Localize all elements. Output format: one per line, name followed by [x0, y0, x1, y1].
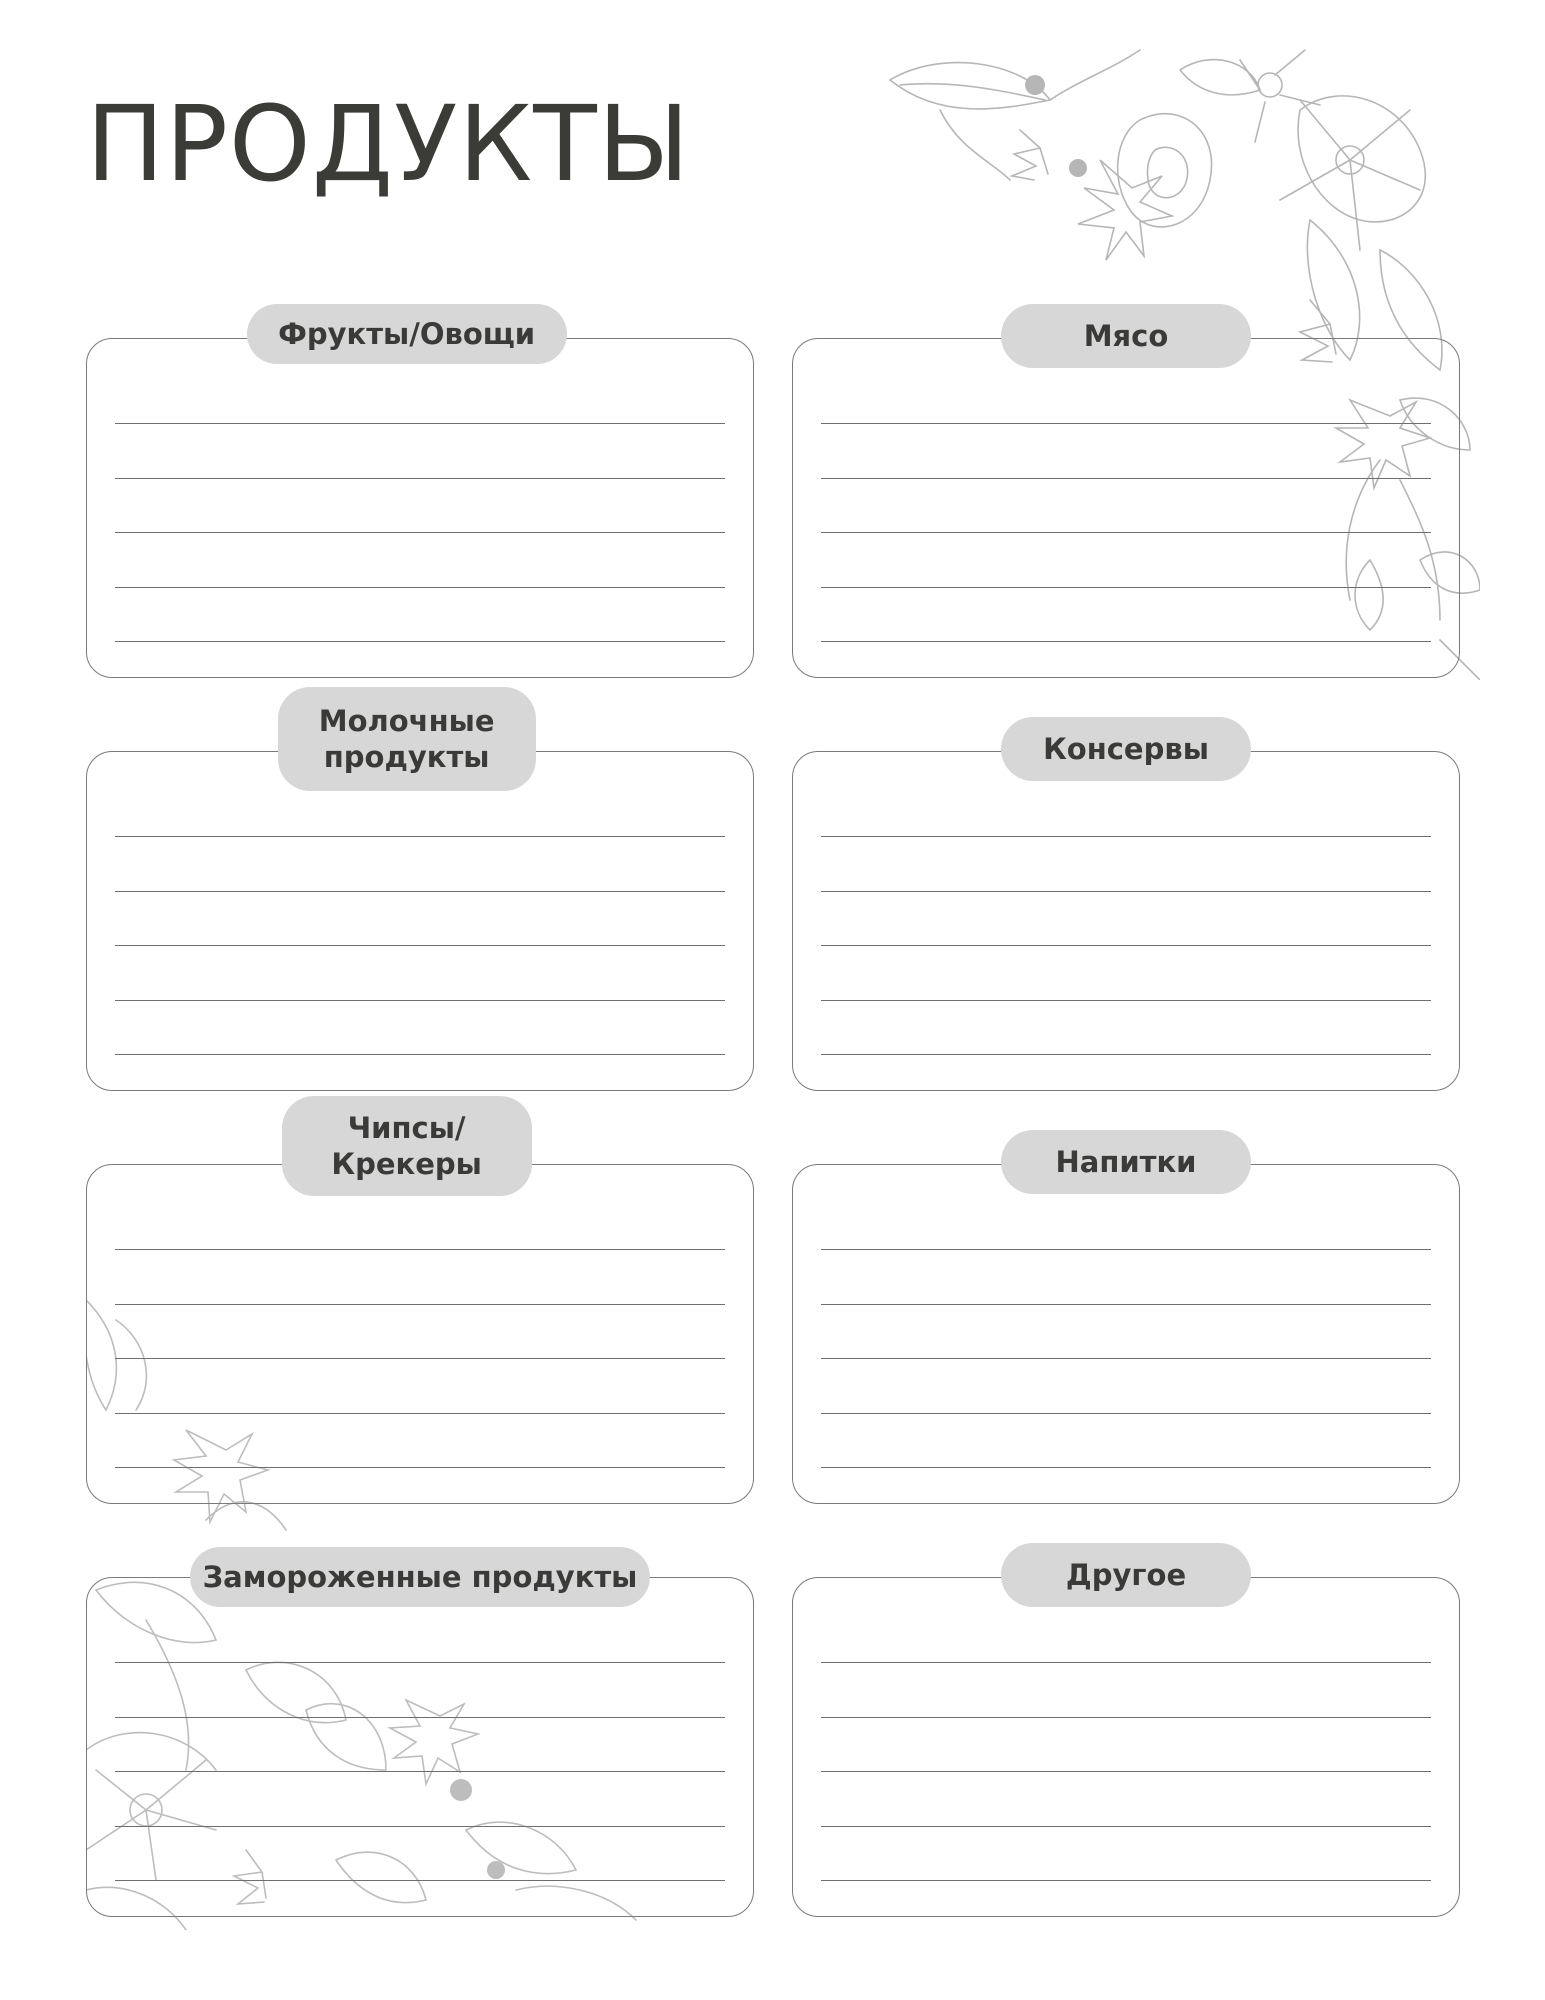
- writing-line[interactable]: [115, 1826, 725, 1827]
- writing-lines: [115, 1165, 725, 1503]
- section-label: Фрукты/Овощи: [247, 304, 567, 364]
- writing-line[interactable]: [821, 945, 1431, 946]
- writing-line[interactable]: [821, 1304, 1431, 1305]
- writing-line[interactable]: [821, 1771, 1431, 1772]
- writing-line[interactable]: [115, 1249, 725, 1250]
- section-box: [86, 1577, 754, 1917]
- section-label: Другое: [1001, 1543, 1251, 1607]
- writing-line[interactable]: [821, 1826, 1431, 1827]
- section-label: Замороженные продукты: [190, 1547, 650, 1607]
- writing-line[interactable]: [821, 478, 1431, 479]
- section-box: [86, 338, 754, 678]
- writing-line[interactable]: [115, 478, 725, 479]
- section-box: [86, 1164, 754, 1504]
- writing-lines: [821, 1165, 1431, 1503]
- section-label: Напитки: [1001, 1130, 1251, 1194]
- writing-line[interactable]: [821, 1413, 1431, 1414]
- writing-line[interactable]: [115, 1358, 725, 1359]
- writing-lines: [821, 1578, 1431, 1916]
- writing-line[interactable]: [115, 641, 725, 642]
- writing-line[interactable]: [115, 1662, 725, 1663]
- writing-line[interactable]: [821, 1717, 1431, 1718]
- writing-line[interactable]: [115, 1771, 725, 1772]
- writing-line[interactable]: [821, 1467, 1431, 1468]
- writing-line[interactable]: [821, 1880, 1431, 1881]
- writing-line[interactable]: [821, 532, 1431, 533]
- section-box: [792, 338, 1460, 678]
- section-box: [792, 1577, 1460, 1917]
- writing-line[interactable]: [115, 587, 725, 588]
- writing-line[interactable]: [821, 836, 1431, 837]
- section-box: [792, 1164, 1460, 1504]
- page-title: ПРОДУКТЫ: [86, 83, 691, 205]
- section-label: Чипсы/ Крекеры: [282, 1096, 532, 1196]
- writing-line[interactable]: [821, 423, 1431, 424]
- writing-line[interactable]: [115, 891, 725, 892]
- writing-line[interactable]: [115, 1000, 725, 1001]
- writing-line[interactable]: [115, 836, 725, 837]
- writing-line[interactable]: [115, 1304, 725, 1305]
- writing-line[interactable]: [115, 945, 725, 946]
- writing-lines: [821, 339, 1431, 677]
- section-label: Мясо: [1001, 304, 1251, 368]
- writing-lines: [115, 339, 725, 677]
- writing-line[interactable]: [821, 1249, 1431, 1250]
- writing-line[interactable]: [821, 1358, 1431, 1359]
- writing-line[interactable]: [115, 1054, 725, 1055]
- writing-line[interactable]: [821, 891, 1431, 892]
- writing-line[interactable]: [115, 1880, 725, 1881]
- writing-lines: [115, 1578, 725, 1916]
- writing-line[interactable]: [115, 1413, 725, 1414]
- section-label: Консервы: [1001, 717, 1251, 781]
- writing-line[interactable]: [115, 423, 725, 424]
- writing-line[interactable]: [821, 587, 1431, 588]
- writing-line[interactable]: [115, 532, 725, 533]
- section-label: Молочные продукты: [278, 687, 536, 791]
- section-box: [792, 751, 1460, 1091]
- writing-line[interactable]: [821, 1054, 1431, 1055]
- writing-line[interactable]: [821, 641, 1431, 642]
- writing-line[interactable]: [115, 1467, 725, 1468]
- writing-line[interactable]: [115, 1717, 725, 1718]
- writing-line[interactable]: [821, 1000, 1431, 1001]
- writing-lines: [821, 752, 1431, 1090]
- section-box: [86, 751, 754, 1091]
- writing-line[interactable]: [821, 1662, 1431, 1663]
- writing-lines: [115, 752, 725, 1090]
